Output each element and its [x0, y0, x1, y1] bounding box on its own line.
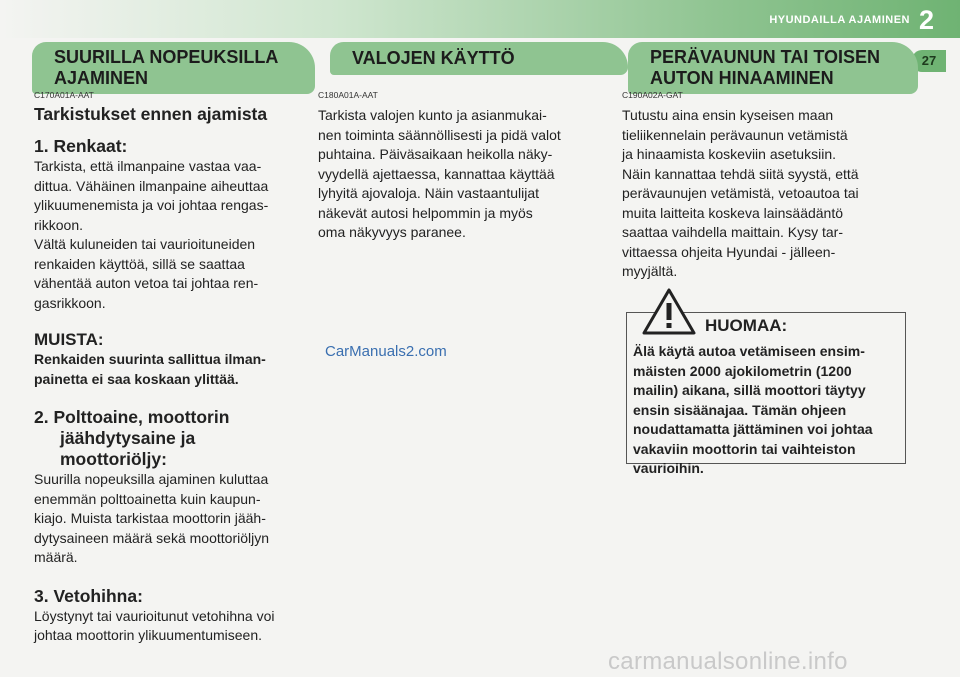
- text-line: myyjältä.: [622, 263, 678, 279]
- text-line: rikkoon.: [34, 216, 84, 233]
- item-title-tires: 1. Renkaat:: [34, 136, 128, 156]
- section-label: HYUNDAILLA AJAMINEN: [769, 14, 910, 26]
- text-line: renkaiden käyttöä, sillä se saattaa: [34, 255, 245, 272]
- tab-title-line2: AUTON HINAAMINEN: [650, 68, 834, 88]
- text-line: vaurioihin.: [633, 460, 704, 476]
- text-line: dittua. Vähäinen ilmanpaine aiheuttaa: [34, 177, 269, 194]
- item-title-fluids-line2: jäähdytysaine ja moottoriöljy:: [60, 428, 196, 469]
- column-towing: [622, 106, 906, 282]
- warning-text: [633, 342, 905, 479]
- section-code: C190A02A-GAT: [622, 90, 683, 100]
- text-line: ja hinaamista koskeviin asetuksiin.: [622, 146, 836, 162]
- text-line: noudattamatta jättäminen voi johtaa: [633, 421, 873, 437]
- text-line: nen toiminta säännöllisesti ja pidä valot: [318, 126, 561, 143]
- item-title-belt: 3. Vetohihna:: [34, 585, 143, 606]
- section-tab-lights: [330, 42, 628, 75]
- text-line: johtaa moottorin ylikuumentumiseen.: [34, 627, 263, 643]
- tab-title-line1: SUURILLA NOPEUKSILLA: [54, 47, 279, 67]
- text-line: saattaa vaihdella maittain. Kysy tar-: [622, 224, 843, 240]
- text-line: ensin sisäänajaa. Tämän ohjeen: [633, 401, 847, 418]
- text-line: ylikuumenemista ja voi johtaa rengas-: [34, 197, 269, 213]
- warning-title: HUOMAA:: [705, 316, 788, 335]
- text-line: enemmän polttoainetta kuin kaupun-: [34, 490, 261, 507]
- text-line: puhtaina. Päiväsaikaan heikolla näky-: [318, 146, 553, 162]
- text-line: muita laitteita koskeva lainsäädäntö: [622, 204, 844, 221]
- text-line: vittaessa ohjeita Hyundai - jälleen-: [622, 243, 836, 260]
- text-line: oma näkyvyys paranee.: [318, 224, 466, 240]
- watermark-footer: carmanualsonline.info: [608, 648, 848, 675]
- text-line: vakaviin moottorin tai vaihteiston: [633, 440, 856, 457]
- text-line: Älä käytä autoa vetämiseen ensim-: [633, 343, 865, 359]
- column-lights: [318, 106, 604, 243]
- section-tab-high-speed: [32, 42, 315, 94]
- tab-title-line2: AJAMINEN: [54, 68, 149, 88]
- item-body-tires: [34, 157, 306, 313]
- item-body-fluids: [34, 470, 306, 568]
- item-title-fluids: 2. Polttoaine, moottorin: [34, 407, 230, 427]
- text-line: Näin kannattaa tehdä siitä syystä, että: [622, 165, 859, 182]
- text-line: vähentää auton vetoa tai johtaa ren-: [34, 275, 259, 291]
- note-line: Renkaiden suurinta sallittua ilman-: [34, 351, 266, 367]
- text-line: lyhyitä ajovaloja. Näin vastaantulijat: [318, 185, 540, 201]
- text-line: kiajo. Muista tarkistaa moottorin jääh-: [34, 510, 266, 526]
- section-code: C170A01A-AAT: [34, 90, 94, 100]
- column-high-speed: [34, 104, 306, 646]
- tab-title-line1: PERÄVAUNUN TAI TOISEN: [650, 47, 881, 67]
- text-line: Löystynyt tai vaurioitunut vetohihna voi: [34, 607, 275, 624]
- text-line: tieliikennelain perävaunun vetämistä: [622, 126, 848, 143]
- tab-title: VALOJEN KÄYTTÖ: [352, 48, 515, 68]
- text-line: Tutustu aina ensin kyseisen maan: [622, 107, 834, 123]
- text-line: määrä.: [34, 549, 78, 565]
- note-line: painetta ei saa koskaan ylittää.: [34, 370, 239, 387]
- note-title: MUISTA:: [34, 330, 104, 349]
- warning-box: [626, 312, 906, 476]
- text-line: Vältä kuluneiden tai vaurioituneiden: [34, 236, 256, 252]
- text-line: perävaunujen vetämistä, vetoautoa tai: [622, 185, 859, 201]
- text-line: vyydellä ajettaessa, kannattaa käyttää: [318, 165, 555, 182]
- text-line: Tarkista valojen kunto ja asianmukai-: [318, 107, 547, 123]
- text-line: gasrikkoon.: [34, 294, 106, 311]
- watermark-link[interactable]: CarManuals2.com: [325, 343, 447, 360]
- text-line: mailin) aikana, sillä moottori täytyy: [633, 382, 866, 398]
- text-line: mäisten 2000 ajokilometrin (1200: [633, 362, 852, 379]
- text-line: Suurilla nopeuksilla ajaminen kuluttaa: [34, 471, 269, 487]
- subheading: Tarkistukset ennen ajamista: [34, 104, 268, 124]
- warning-triangle-icon: [641, 287, 697, 337]
- text-line: dytysaineen määrä sekä moottoriöljyn: [34, 529, 270, 546]
- page-number: 27: [912, 50, 946, 72]
- chapter-number: 2: [918, 5, 934, 35]
- text-line: Tarkista, että ilmanpaine vastaa vaa-: [34, 158, 262, 174]
- section-code: C180A01A-AAT: [318, 90, 378, 100]
- text-line: näkevät autosi helpommin ja myös: [318, 204, 533, 221]
- section-tab-towing: [628, 42, 918, 94]
